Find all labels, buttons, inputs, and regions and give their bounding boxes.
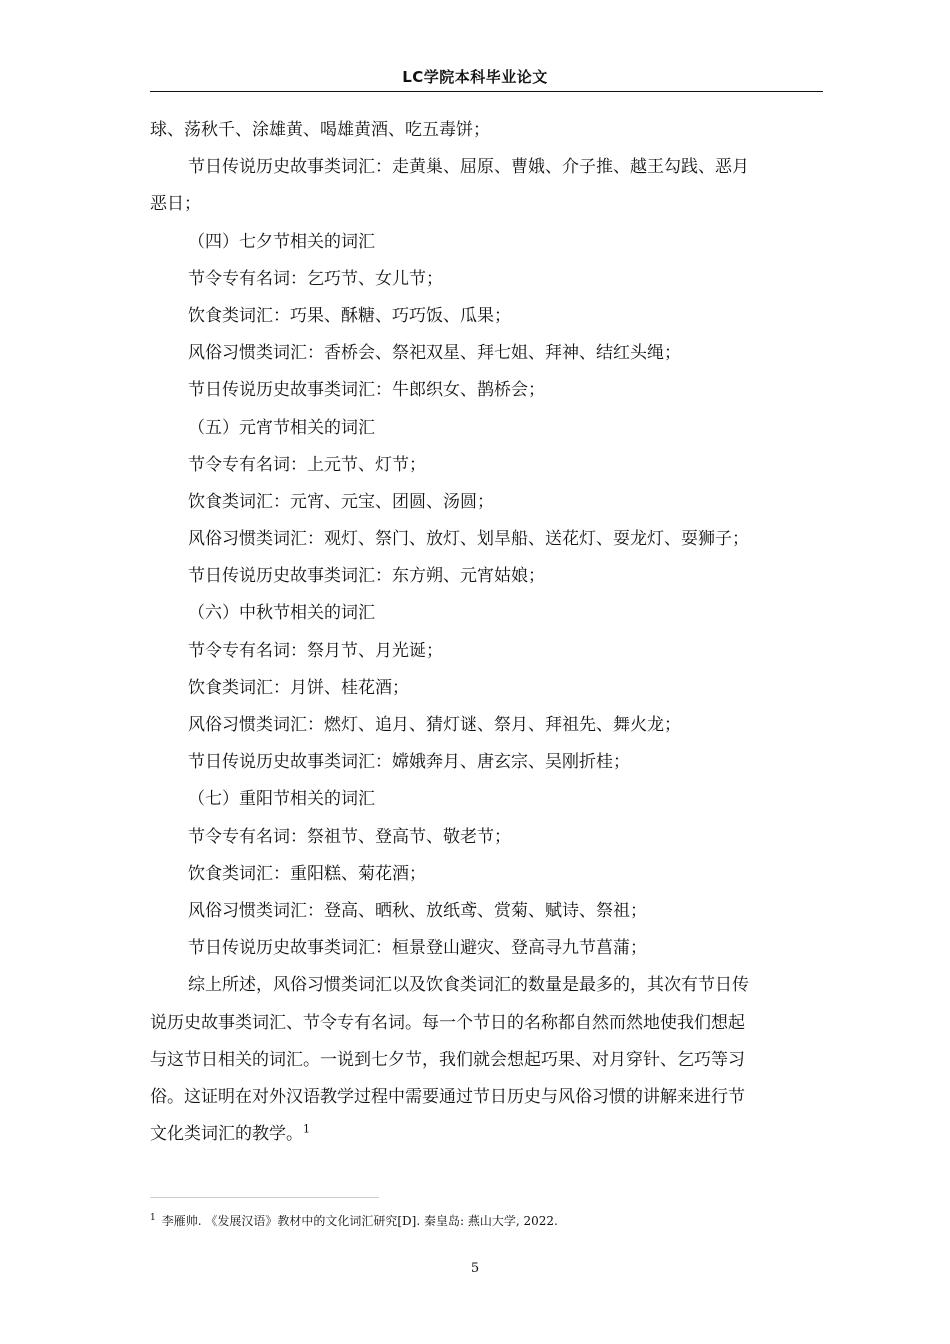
text-line: 饮食类词汇：巧果、酥糖、巧巧饭、瓜果； <box>188 305 511 326</box>
text-line: 节日传说历史故事类词汇：桓景登山避灾、登高寻九节菖蒲； <box>188 938 647 959</box>
text-line: 饮食类词汇：月饼、桂花酒； <box>188 677 409 698</box>
summary-line <box>150 1116 823 1153</box>
text-line: 风俗习惯类词汇：燃灯、追月、猜灯谜、祭月、拜祖先、舞火龙； <box>188 715 681 735</box>
text-line: 风俗习惯类词汇：观灯、祭门、放灯、划旱船、送花灯、耍龙灯、耍狮子； <box>188 529 749 550</box>
text-line: 饮食类词汇：重阳糕、菊花酒； <box>188 863 426 884</box>
summary-line: 综上所述，风俗习惯类词汇以及饮食类词汇的数量是最多的，其次有节日传 <box>188 975 749 996</box>
summary-text: 文化类词汇的教学。 <box>150 1124 303 1145</box>
text-line: 节令专有名词：乞巧节、女儿节； <box>188 268 443 289</box>
text-line: 节日传说历史故事类词汇：走黄巢、屈原、曹娥、介子推、越王勾践、恶月 <box>188 157 749 178</box>
text-line: 风俗习惯类词汇：登高、晒秋、放纸鸢、赏菊、赋诗、祭祖； <box>188 900 647 921</box>
text-line: 球、荡秋千、涂雄黄、喝雄黄酒、吃五毒饼； <box>150 120 490 140</box>
header-divider <box>150 91 823 92</box>
footnote-reference[interactable]: 1 <box>303 1122 310 1136</box>
text-line: 节日传说历史故事类词汇：牛郎织女、鹊桥会； <box>188 380 545 401</box>
text-line: 节令专有名词：上元节、灯节； <box>188 454 426 475</box>
text-line: 恶日； <box>150 194 201 215</box>
footnote-divider <box>150 1197 379 1198</box>
page-number: 5 <box>470 1261 480 1276</box>
section-heading: （六）中秋节相关的词汇 <box>188 603 375 624</box>
text-line: 风俗习惯类词汇：香桥会、祭祀双星、拜七姐、拜神、结红头绳； <box>188 343 681 364</box>
footnote-mark: 1 <box>150 1213 156 1223</box>
footnote-text: 李雁帅. 《发展汉语》教材中的文化词汇研究[D]. 秦皇岛: 燕山大学, 2022. <box>161 1214 558 1228</box>
text-line: 节日传说历史故事类词汇：嫦娥奔月、唐玄宗、吴刚折桂； <box>188 752 630 773</box>
running-header: LC学院本科毕业论文 <box>402 68 548 86</box>
section-heading: （五）元宵节相关的词汇 <box>188 417 375 438</box>
text-line: 节日传说历史故事类词汇：东方朔、元宵姑娘； <box>188 566 545 587</box>
summary-line: 与这节日相关的词汇。一说到七夕节，我们就会想起巧果、对月穿针、乞巧等习 <box>150 1049 745 1070</box>
section-heading: （四）七夕节相关的词汇 <box>188 231 375 252</box>
summary-line: 俗。这证明在对外汉语教学过程中需要通过节日历史与风俗习惯的讲解来进行节 <box>150 1086 745 1107</box>
text-line: 节令专有名词：祭祖节、登高节、敬老节； <box>188 826 511 847</box>
summary-line: 说历史故事类词汇、节令专有名词。每一个节日的名称都自然而然地使我们想起 <box>150 1012 745 1033</box>
text-line: 节令专有名词：祭月节、月光诞； <box>188 640 443 661</box>
footnote <box>150 1212 823 1230</box>
text-line: 饮食类词汇：元宵、元宝、团圆、汤圆； <box>188 491 494 512</box>
section-heading: （七）重阳节相关的词汇 <box>188 789 375 810</box>
body-text <box>150 112 823 1153</box>
